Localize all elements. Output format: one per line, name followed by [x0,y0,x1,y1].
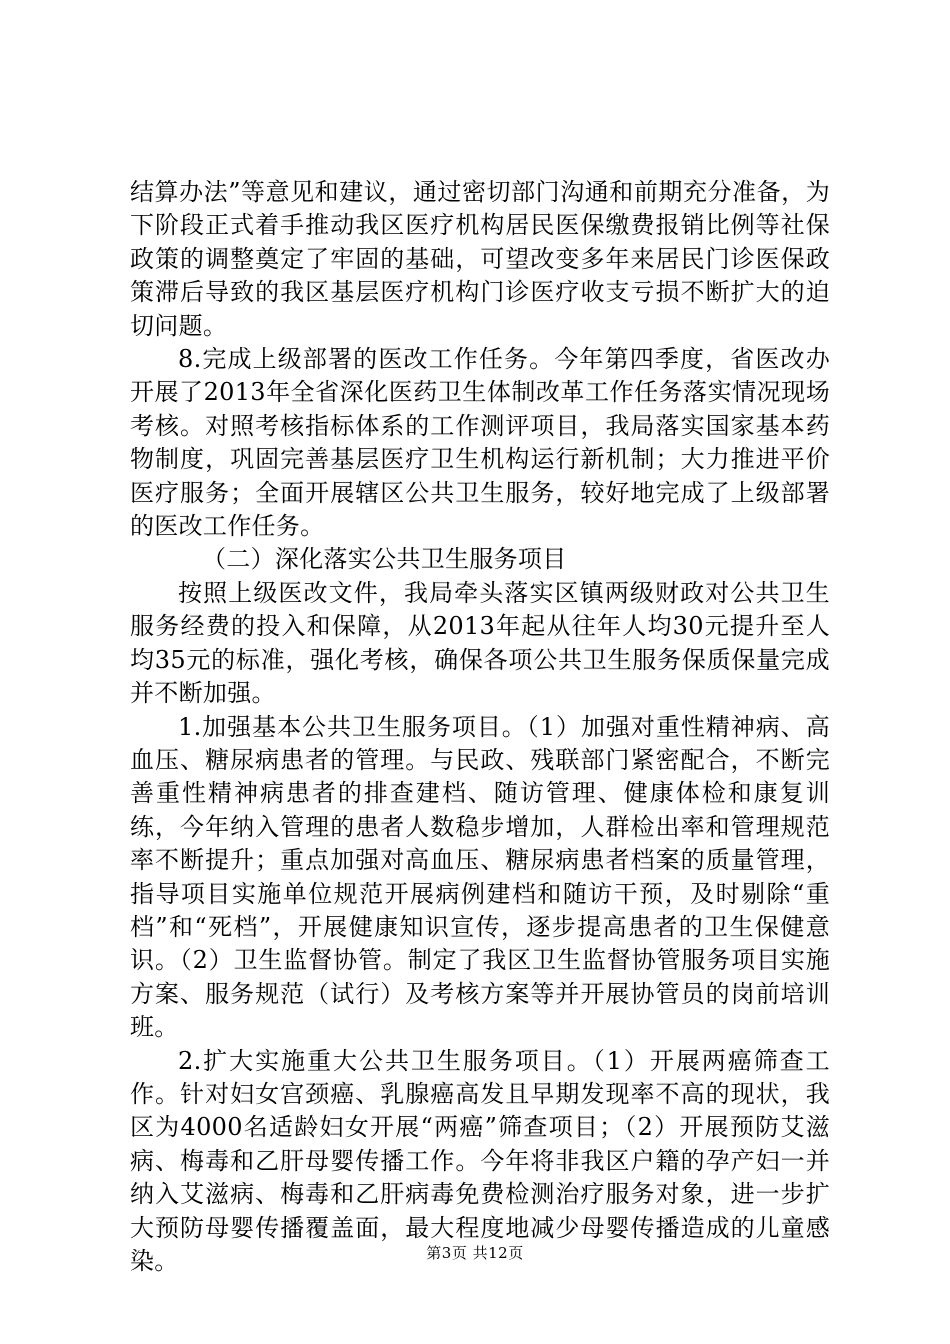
section-heading: （二）深化落实公共卫生服务项目 [202,545,567,574]
paragraph-intro: 按照上级医改文件，我局牵头落实区镇两级财政对公共卫生服务经费的投入和保障，从2013年起从往年人均30元提升至人均35元的标准，强化考核，确保各项公共卫生服务保质保量完成并不断加强。 [130,578,830,708]
paragraph-item-8: 8.完成上级部署的医改工作任务。今年第四季度，省医改办开展了2013年全省深化医药卫生体制改革工作任务落实情况现场考核。对照考核指标体系的工作测评项目，我局落实国家基本药物制度，巩固完善基层医疗卫生机构运行新机制；大力推进平价医疗服务；全面开展辖区公共卫生服务，较好地完成了上级部署的医改工作任务。 [130,345,830,541]
paragraph-item-1: 1.加强基本公共卫生服务项目。（1）加强对重性精神病、高血压、糖尿病患者的管理。与民政、残联部门紧密配合，不断完善重性精神病患者的排查建档、随访管理、健康体检和康复训练，今年纳入管理的患者人数稳步增加，人群检出率和管理规范率不断提升；重点加强对高血压、糖尿病患者档案的质量管理，指导项目实施单位规范开展病例建档和随访干预，及时剔除“重档”和“死档”，开展健康知识宣传，逐步提高患者的卫生保健意识。（2）卫生监督协管。制定了我区卫生监督协管服务项目实施方案、服务规范（试行）及考核方案等并开展协管员的岗前培训班。 [130,712,830,1042]
paragraph-continuation: 结算办法”等意见和建议，通过密切部门沟通和前期充分准备，为下阶段正式着手推动我区医疗机构居民医保缴费报销比例等社保政策的调整奠定了牢固的基础，可望改变多年来居民门诊医保政策滞后导致的我区基层医疗机构门诊医疗收支亏损不断扩大的迫切问题。 [130,178,830,340]
paragraph-item-2: 2.扩大实施重大公共卫生服务项目。（1）开展两癌筛查工作。针对妇女宫颈癌、乳腺癌高发且早期发现率不高的现状，我区为4000名适龄妇女开展“两癌”筛查项目；（2）开展预防艾滋病、梅毒和乙肝母婴传播工作。今年将非我区户籍的孕产妇一并纳入艾滋病、梅毒和乙肝病毒免费检测治疗服务对象，进一步扩大预防母婴传播覆盖面，最大程度地减少母婴传播造成的儿童感染。 [130,1046,830,1275]
page-footer: 第3页 共12页 [426,1244,524,1262]
document-body [130,176,830,1278]
